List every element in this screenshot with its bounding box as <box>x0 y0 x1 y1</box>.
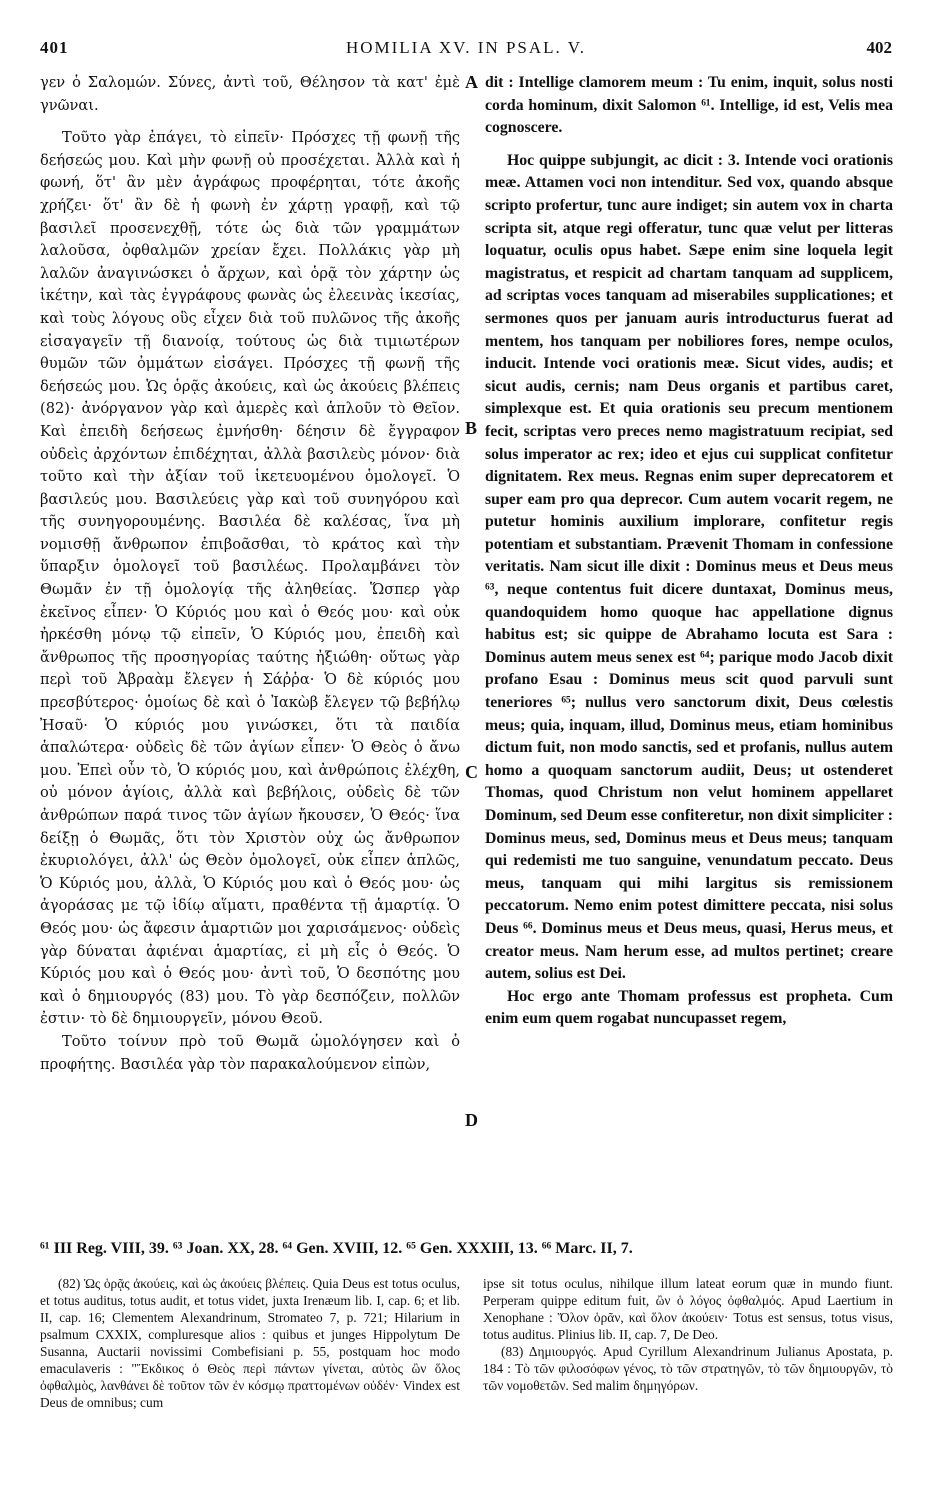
footnote-text: ipse sit totus oculus, nihilque illum lateat eorum quæ in mundo fiunt. Perperam quippe editum fuit, ὢν ὁ λόγος ὀφθαλμός. Apud Laertium in Xenophane : Ὅλον ὁρᾶν, καὶ ὅλον ἀκούειν· Totus est sensus, totus visus, totus auditus. Plinius lib. II, cap. 7, De Deo. <box>483 1276 893 1342</box>
footnote-83 <box>483 1275 893 1495</box>
section-marker-c: C <box>465 762 478 782</box>
section-marker-d: D <box>465 1110 478 1130</box>
greek-paragraph: Τοῦτο τοίνυν πρὸ τοῦ Θωμᾶ ὡμολόγησεν καὶ ὁ προφήτης. Βασιλέα γὰρ τὸν παρακαλούμενον εἰπὼν, <box>40 1032 460 1073</box>
latin-paragraph: Hoc quippe subjungit, ac dicit : 3. Intende voci orationis meæ. Attamen voci non intenditur. Sed vox, quando absque scripto profertur, tunc aure indiget; sin autem vox in charta scripta sit, atque regi offeratur, tunc quæ velut per litteras loquatur, oculis opus habet. Sæpe enim sine loquela legit magistratus, et respicit ad chartam tanquam ad supplicem, ad scriptas voces tanquam ad miserabiles supplicationes; et sermones quos per januam auris introducturus fuerat ad mentem, hos tanquam per nobiliores fores, nempe oculos, inducit. Intende voci orationis meæ. Sicut vides, audis; et sicut audis, cernis; nam Deus organis et partibus caret, simplexque est. Et quia orationis seu precum mentionem fecit, scriptas vero preces nemo magistratuum recipiat, sed solus imperator ac rex; ideo et ejus cui supplicat confitetur dignitatem. Rex meus. Regnas enim super deprecatorem et super eam pro qua deprecor. Cum autem vocarit regem, ne putetur hominis auxilium implorare, confitetur regis potentiam et substantiam. Prævenit Thomam in confessione veritatis. Nam sicut ille dixit : Dominus meus et Deus meus ⁶³, neque contentus fuit dicere duntaxat, Dominus meus, quandoquidem homo quoque hac appellatione dignus habitus est; sic quippe de Abrahamo locuta est Sara : Dominus autem meus senex est ⁶⁴; parique modo Jacob dixit profano Esau : Dominus meus scit quod parvuli sunt teneriores ⁶⁵; nullus vero sanctorum dixit, Deus cœlestis meus; quia, inquam, illud, Dominus meus, etiam hominibus dictum fuit, non modo sanctis, sed et profanis, nullus autem homo a quoquam sanctorum audiit, Deus; ut ostenderet Thomas, quod Christum non velut hominem appellaret Dominum, sed Deum esse confiteretur, non dixit simpliciter : Dominus meus, sed, Dominus meus et Deus meus; tanquam qui redemisti me tuo sanguine, venundatum peccato. Deus meus, tanquam qui mihi largitus sis remissionem peccatorum. Nemo enim potest dimittere peccata, nisi solus Deus ⁶⁶. Dominus meus et Deus meus, quasi, Herus meus, et creator meus. Nam herum esse, ad multos pertinet; creare autem, solius est Dei. <box>485 151 893 983</box>
section-marker-b: B <box>465 418 478 438</box>
latin-paragraph: Hoc ergo ante Thomam professus est propheta. Cum enim eum quem rogabat nuncupasset regem, <box>485 987 893 1028</box>
greek-paragraph: γεν ὁ Σαλομών. Σύνες, ἀντὶ τοῦ, Θέλησον τὰ κατ' ἐμὲ γνῶναι. <box>40 74 460 114</box>
latin-paragraph: dit : Intellige clamorem meum : Tu enim, inquit, solus nosti corda hominum, dixit Salomon ⁶¹. Intellige, id est, Velis mea cognoscere. <box>485 74 893 137</box>
page-number-left: 401 <box>40 38 69 57</box>
running-header <box>40 38 892 64</box>
section-marker-a: A <box>465 72 478 92</box>
page-number-right: 402 <box>866 38 892 57</box>
scripture-references: ⁶¹ III Reg. VIII, 39. ⁶³ Joan. XX, 28. ⁶⁴ Gen. XVIII, 12. ⁶⁵ Gen. XXXIII, 13. ⁶⁶ Marc. II, 7. <box>40 1240 633 1257</box>
footnote-text: (82) Ὡς ὁρᾷς ἀκούεις, καὶ ὡς ἀκούεις βλέπεις. Quia Deus est totus oculus, et totus auditus, totus audit, et totus videt, juxta Irenæum lib. I, cap. 6; et lib. II, cap. 16; Clementem Alexandrinum, Stromateo 7, p. 721; Hilarium in psalmum CXXIX, compluresque alios : quibus et junges Hippolytum De Susanna, Auctarii novissimi Combefisiani p. 55, postquam hoc modo emaculaveris : "Ἔκδικος ὁ Θεὸς περὶ πάντων γίνεται, αὐτὸς ὢν ὅλος ὀφθαλμὸς, λανθάνει δὲ τοῦτον τῶν ἐν κόσμῳ πραττομένων οὐδέν· Vindex est Deus de omnibus; cum <box>40 1276 460 1410</box>
footnote-text: (83) Δημιουργός. Apud Cyrillum Alexandrinum Julianus Apostata, p. 184 : Τὸ τῶν φιλοσόφων γένος, τὸ τῶν στρατηγῶν, τὸ τῶν δημιουργῶν, τὸ τῶν νομοθετῶν. Sed malim δημηγόρων. <box>483 1344 893 1393</box>
footnote-82 <box>40 1275 460 1495</box>
running-title: HOMILIA XV. IN PSAL. V. <box>345 38 587 57</box>
greek-column <box>40 72 460 1232</box>
latin-column <box>485 72 893 1232</box>
greek-paragraph: Τοῦτο γὰρ ἐπάγει, τὸ εἰπεῖν· Πρόσχες τῇ φωνῇ τῆς δεήσεώς μου. Καὶ μὴν φωνῇ οὐ προσέχεται. Ἀλλὰ καὶ ἡ φωνή, ὅτ' ἂν μὲν ἀγράφως προφέρηται, τότε ἀκοῆς χρήζει· ὅτ' ἂν δὲ ἡ φωνὴ ἐν χάρτῃ γραφῇ, καὶ τῷ βασιλεῖ προσενεχθῇ, τότε ὡς διὰ τῶν γραμμάτων λαλοῦσα, ὀφθαλμῶν χρείαν ἔχει. Πολλάκις γὰρ μὴ λαλῶν ἀναγινώσκει ὁ ἄρχων, καὶ ὁρᾷ τὸν χάρτην ὡς ἱκέτην, καὶ τὰς ἐγγράφους φωνὰς ὡς ἐλεεινὰς ἱκεσίας, καὶ τοὺς λόγους οὓς εἶχεν διὰ τοῦ πυλῶνος τῆς ἀκοῆς εἰσαγαγεῖν τῇ διανοίᾳ, τούτους ὡς διὰ τιμιωτέρων θυμῶν τῶν ὀμμάτων εἰσάγει. Πρόσχες τῇ φωνῇ τῆς δεήσεώς μου. Ὡς ὁρᾷς ἀκούεις, καὶ ὡς ἀκούεις βλέπεις (82)· ἀνόργανον γὰρ καὶ ἀμερὲς καὶ ἁπλοῦν τὸ Θεῖον. Καὶ ἐπειδὴ δεήσεως ἐμνήσθη· δέησιν δὲ ἔγγραφον οὐδεὶς ἀρχόντων ἐπιδέχηται, ἀλλὰ βασιλεὺς μόνον· διὰ τοῦτο καὶ τὴν ἀξίαν τοῦ ἱκετευομένου ὁμολογεῖ. Ὁ βασιλεύς μου. Βασιλεύεις γὰρ καὶ τοῦ συνηγόρου καὶ τῆς συνηγορουμένης. Βασιλέα δὲ καλέσας, ἵνα μὴ νομισθῇ ἄνθρωπον ἐπιβοᾶσθαι, τὸ κράτος καὶ τὴν ὕπαρξιν ὁμολογεῖ τοῦ βασιλέως. Προλαμβάνει τὸν Θωμᾶν ἐν τῇ ὁμολογίᾳ τῆς ἀληθείας. Ὥσπερ γὰρ ἐκεῖνος εἶπεν· Ὁ Κύριός μου καὶ ὁ Θεός μου· καὶ οὐκ ἠρκέσθη μόνῳ τῷ εἰπεῖν, Ὁ Κύριός μου, ἐπειδὴ καὶ ἄνθρωπος τῆς προσηγορίας ταύτης ἠξιώθη· οὕτως γὰρ περὶ τοῦ Ἀβραὰμ ἔλεγεν ἡ Σάῤῥα· Ὁ δὲ κύριός μου πρεσβύτερος· ὁμοίως δὲ καὶ ὁ Ἰακὼβ ἔλεγεν τῷ βεβήλῳ Ἠσαῦ· Ὁ κύριός μου γινώσκει, ὅτι τὰ παιδία ἁπαλώτερα· οὐδεὶς δὲ τῶν ἁγίων εἶπεν· Ὁ Θεὸς ὁ ἄνω μου. Ἐπεὶ οὖν τὸ, Ὁ κύριός μου, καὶ ἀνθρώποις ἐλέχθη, οὐ μόνον ἁγίοις, ἀλλὰ καὶ βεβήλοις, οὐδεὶς δὲ τῶν ἀνθρώπων παρά τινος τῶν ἁγίων ἤκουσεν, Ὁ Θεός· ἵνα δείξῃ ὁ Θωμᾶς, ὅτι τὸν Χριστὸν οὐχ ὡς ἄνθρωπον ἐκυριολόγει, ἀλλ' ὡς Θεὸν ὁμολογεῖ, οὐκ εἶπεν ἁπλῶς, Ὁ Κύριός μου, ἀλλὰ, Ὁ Κύριός μου καὶ ὁ Θεός μου· ὡς ἀγοράσας με τῷ ἰδίῳ αἵματι, πραθέντα τῇ ἁμαρτίᾳ. Ὁ Θεός μου· ὡς ἄφεσιν ἁμαρτιῶν μοι χαρισάμενος· οὐδεὶς γὰρ δύναται ἀφιέναι ἁμαρτίας, εἰ μὴ εἷς ὁ Θεός. Ὁ Κύριός μου καὶ ὁ Θεός μου· ἀντὶ τοῦ, Ὁ δεσπότης μου καὶ ὁ δημιουργός (83) μου. Τὸ γὰρ δεσπόζειν, πολλῶν ἐστιν· τὸ δὲ δημιουργεῖν, μόνου Θεοῦ. <box>40 129 460 1028</box>
